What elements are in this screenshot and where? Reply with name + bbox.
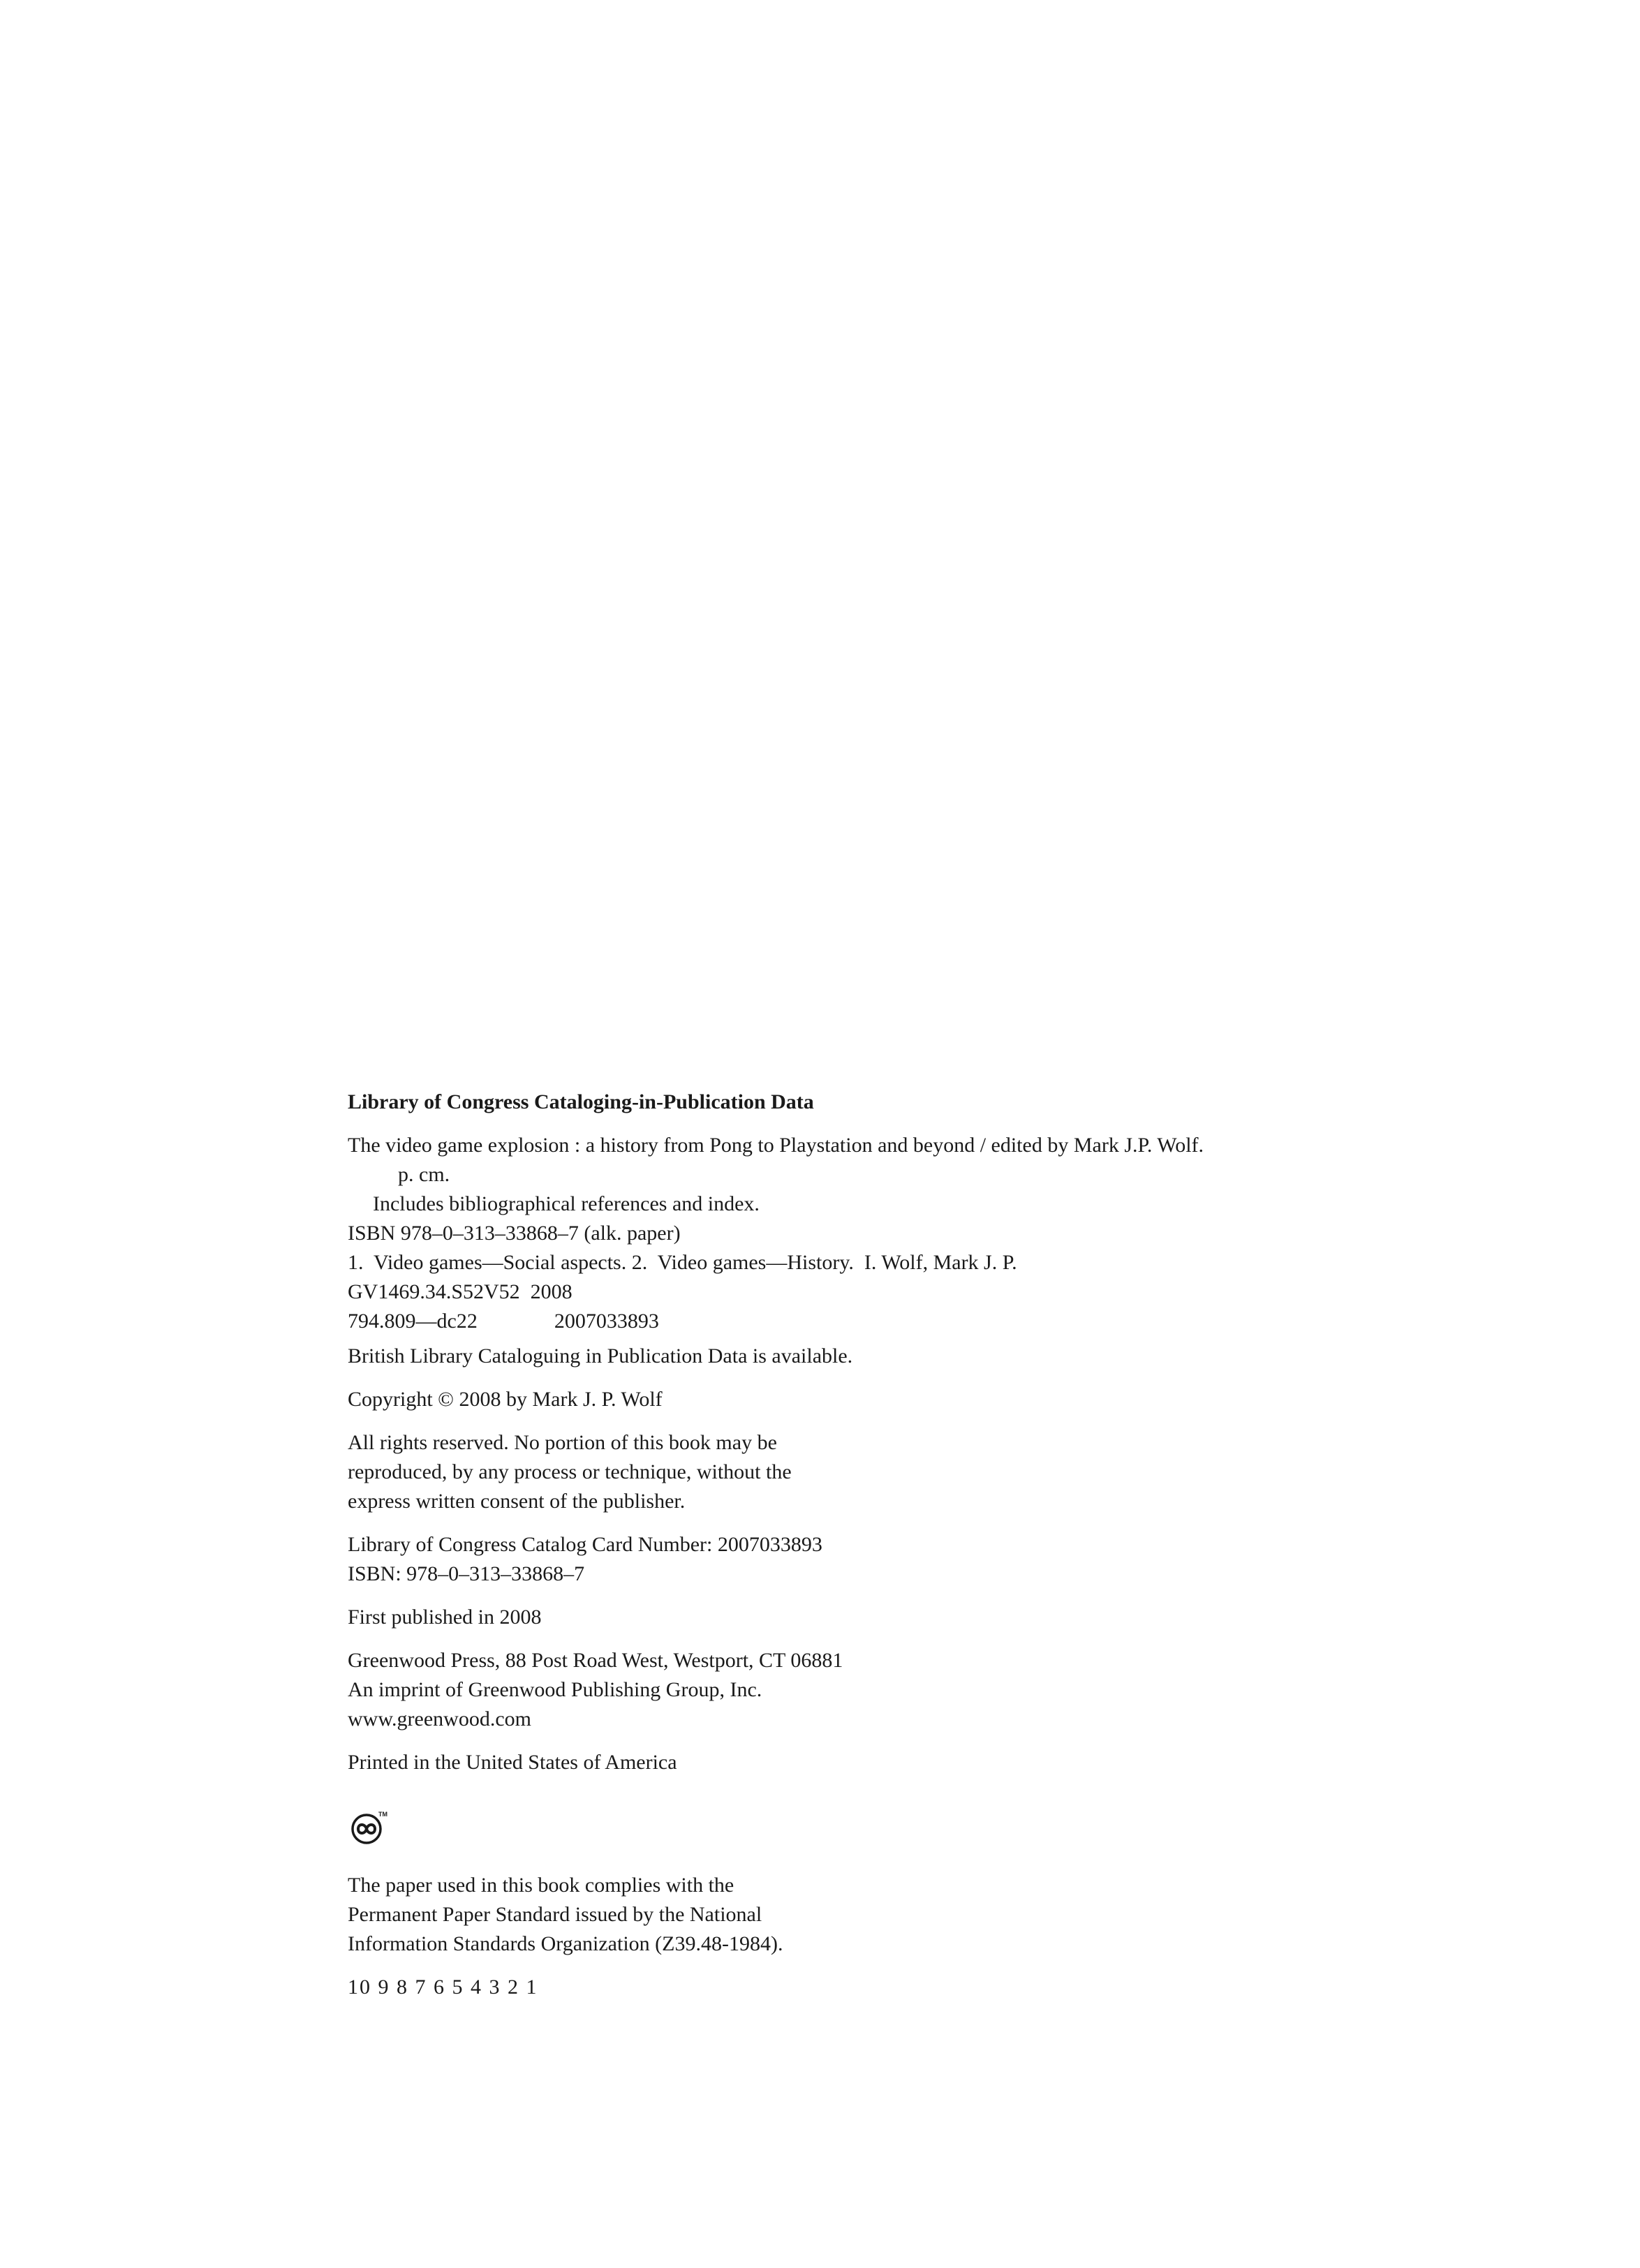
rights-line: All rights reserved. No portion of this book may be	[348, 1431, 777, 1454]
cip-heading-block	[348, 1088, 1500, 1117]
copyright-block	[348, 1385, 1500, 1414]
cip-title-line: The video game explosion : a history from Pong to Playstation and beyond / edited by Mark J.P. Wolf.	[348, 1134, 1204, 1157]
paper-note-block	[348, 1871, 1500, 1959]
publisher-imprint: An imprint of Greenwood Publishing Group, Inc.	[348, 1678, 762, 1701]
paper-note-line: Information Standards Organization (Z39.48-1984).	[348, 1932, 783, 1955]
cip-heading: Library of Congress Cataloging-in-Publication Data	[348, 1090, 814, 1113]
cip-dewey-row	[348, 1307, 1500, 1336]
printing-line: 10 9 8 7 6 5 4 3 2 1	[348, 1976, 538, 1999]
cip-record	[348, 1131, 1500, 1336]
catalog-card-number: Library of Congress Catalog Card Number: 2007033893	[348, 1533, 822, 1556]
rights-block	[348, 1428, 1500, 1516]
rights-line: express written consent of the publisher.	[348, 1490, 686, 1513]
cip-includes: Includes bibliographical references and index.	[373, 1192, 760, 1215]
cip-subjects: 1. Video games—Social aspects. 2. Video games—History. I. Wolf, Mark J. P.	[348, 1251, 1017, 1274]
trademark-mark: TM	[378, 1811, 387, 1818]
paper-note-line: Permanent Paper Standard issued by the National	[348, 1903, 762, 1926]
publisher-address: Greenwood Press, 88 Post Road West, Westport, CT 06881	[348, 1649, 843, 1672]
copyright-notice: Copyright © 2008 by Mark J. P. Wolf	[348, 1388, 663, 1411]
first-published-block	[348, 1603, 1500, 1632]
catalog-isbn: ISBN: 978–0–313–33868–7	[348, 1562, 585, 1585]
cip-pcm: p. cm.	[398, 1163, 450, 1186]
cip-classification: GV1469.34.S52V52 2008	[348, 1280, 572, 1303]
paper-note-line: The paper used in this book complies with the	[348, 1874, 734, 1897]
first-published: First published in 2008	[348, 1606, 542, 1629]
cip-dewey: 794.809—dc22	[348, 1310, 478, 1333]
cip-lccn: 2007033893	[554, 1310, 659, 1333]
publisher-website: www.greenwood.com	[348, 1707, 531, 1730]
printing-line-block	[348, 1973, 1500, 2002]
permanent-paper-infinity-icon	[349, 1808, 391, 1846]
rights-line: reproduced, by any process or technique, without the	[348, 1460, 792, 1483]
cip-isbn: ISBN 978–0–313–33868–7 (alk. paper)	[348, 1222, 681, 1245]
publisher-block	[348, 1646, 1500, 1734]
printed-in: Printed in the United States of America	[348, 1751, 677, 1774]
british-library-note: British Library Cataloguing in Publication Data is available.	[348, 1344, 853, 1368]
printed-block	[348, 1748, 1500, 1777]
british-library-block	[348, 1342, 1500, 1371]
catalog-block	[348, 1530, 1500, 1589]
